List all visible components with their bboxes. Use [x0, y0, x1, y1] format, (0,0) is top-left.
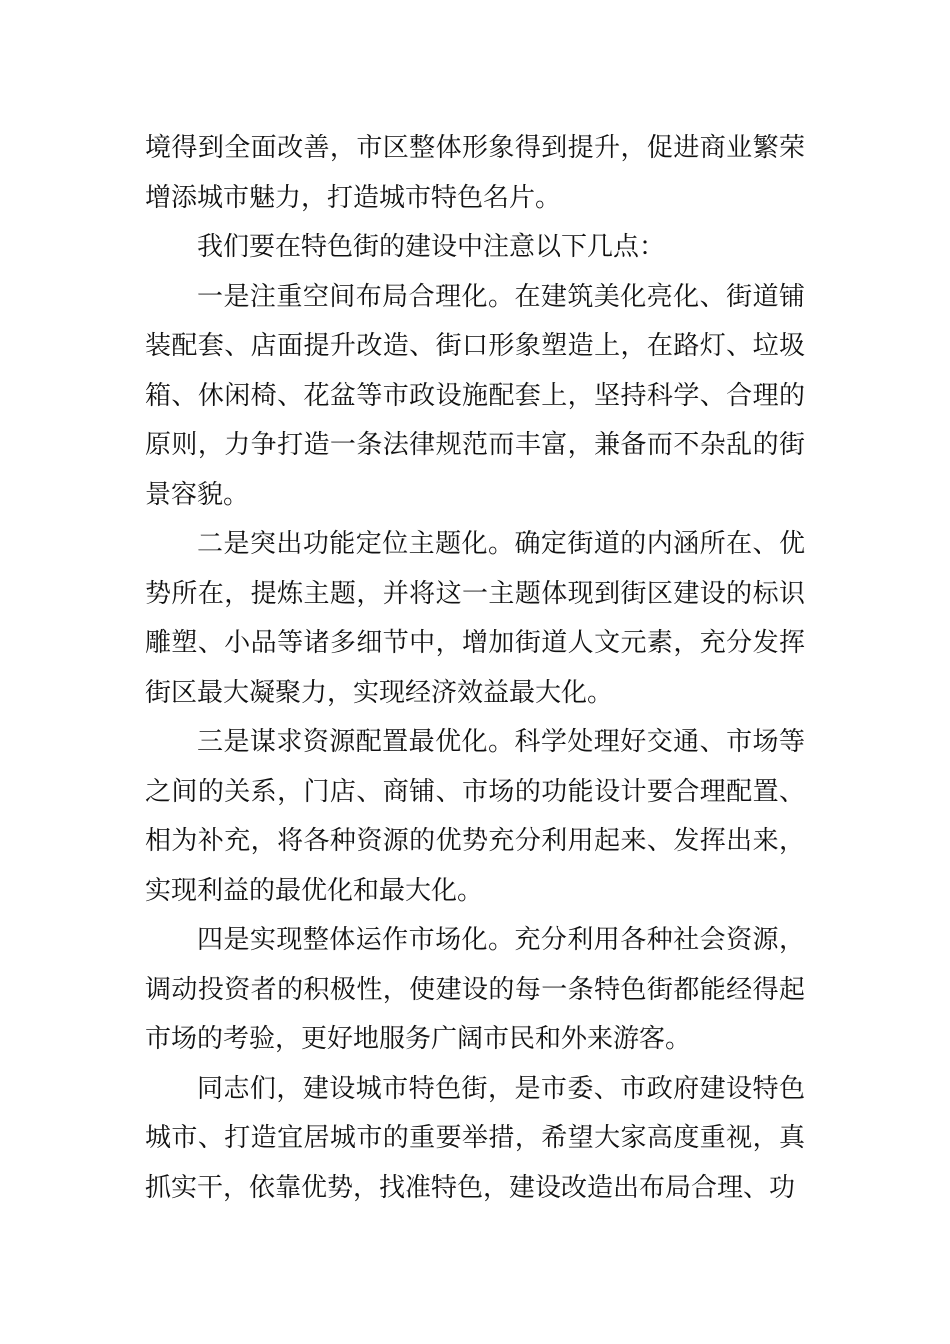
paragraph-point-two: 二是突出功能定位主题化。确定街道的内涵所在、优势所在，提炼主题，并将这一主题体现到街区建设的标识雕塑、小品等诸多细节中，增加街道人文元素，充分发挥街区最大凝聚力，实现经济效益最大化。: [145, 529, 805, 708]
document-body: [145, 124, 805, 1213]
paragraph-continued: 境得到全面改善，市区整体形象得到提升，促进商业繁荣增添城市魅力，打造城市特色名片。: [145, 133, 805, 213]
paragraph-closing: 同志们，建设城市特色街，是市委、市政府建设特色城市、打造宜居城市的重要举措，希望大家高度重视，真抓实干，依靠优势，找准特色，建设改造出布局合理、功: [145, 1073, 805, 1203]
paragraph-point-three: 三是谋求资源配置最优化。科学处理好交通、市场等之间的关系，门店、商铺、市场的功能设计要合理配置、相为补充，将各种资源的优势充分利用起来、发挥出来，实现利益的最优化和最大化。: [145, 727, 805, 906]
paragraph-point-one: 一是注重空间布局合理化。在建筑美化亮化、街道铺装配套、店面提升改造、街口形象塑造上，在路灯、垃圾箱、休闲椅、花盆等市政设施配套上，坚持科学、合理的原则，力争打造一条法律规范而丰富，兼备而不杂乱的街景容貌。: [145, 281, 805, 510]
paragraph-point-four: 四是实现整体运作市场化。充分利用各种社会资源，调动投资者的积极性，使建设的每一条特色街都能经得起市场的考验，更好地服务广阔市民和外来游客。: [145, 925, 805, 1054]
paragraph-intro-points: 我们要在特色街的建设中注意以下几点：: [197, 232, 666, 262]
